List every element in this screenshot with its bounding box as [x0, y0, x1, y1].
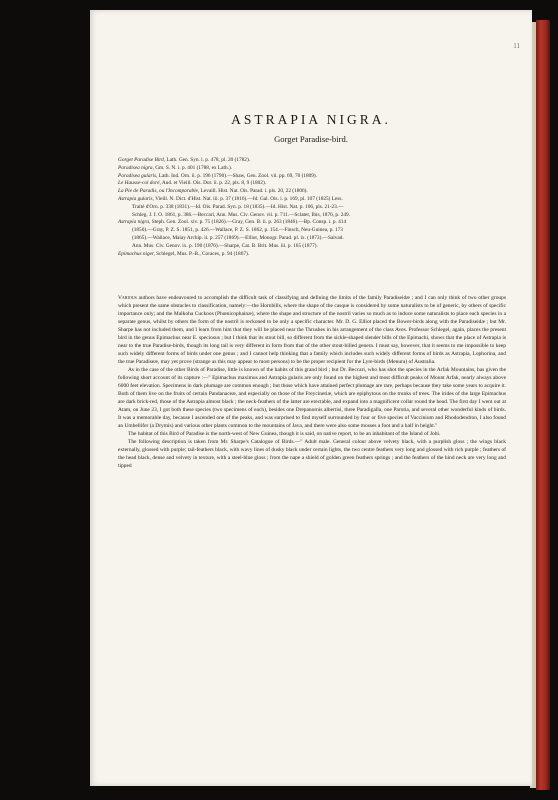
page-title: ASTRAPIA NIGRA. [231, 112, 391, 127]
synonymy-reference: Aud. et Vieill. Ois. Dor. ii. p. 22, pls. 8, 9 (1802). [160, 180, 267, 187]
synonymy-reference: Ann. Mus. Civ. Genov. ix. p. 190 (1876).—Sharpe, Cat. B. Brit. Mus. iii. p. 165 (1877). [132, 242, 318, 249]
synonymy-taxon-name: Epimachus niger, [118, 250, 155, 257]
book-cover-edge [536, 20, 550, 790]
synonymy-reference: Levaill. Hist. Nat. Ois. Parad. i. pls. 20, 22 (1806). [199, 188, 308, 195]
synonymy-reference: Lath. Ind. Orn. ii. p. 196 (1790).—Shaw, Gen. Zool. vii. pp. 69, 70 (1809). [157, 172, 318, 179]
synonymy-reference: Schleg. J. f. O. 1861, p. 386.—Beccari, Ann. Mus. Civ. Genov. vii. p. 711.—Sclater, Ibis, 1876, p. 249. [132, 211, 350, 218]
synonymy-entry [118, 227, 508, 235]
paragraph-4: The following description is taken from Mr. Sharpe's Catalogue of Birds.—" Adult male. General colour above velvety black, with a purplish gloss ; the wings black externally, glossed with purple; tail-feathers black, with wavy lines of dusky black under certain lights, the two centre feathers very long and glossed with rich purple ; feathers of the head black, dense and velvety in texture, with a steel-blue gloss ; from the nape a shield of golden green feathers springs ; and the feathers of the hind neck are very long and tipped [118, 439, 506, 469]
paragraph-1 [118, 294, 506, 366]
synonymy-entry [118, 219, 508, 227]
synonymy-reference: Gm. S. N. i. p. 401 (1788, ex Lath.). [153, 164, 233, 171]
page-subtitle: Gorget Paradise-bird. [274, 134, 348, 144]
synonymy-reference: Vieill. N. Dict. d'Hist. Nat. iii. p. 37 (1816).—Id. Gal. Ois. i. p. 169, pl. 107 (1825) Less. [153, 195, 343, 202]
synonymy-taxon-name: Paradisea nigra, [118, 164, 154, 171]
synonymy-entry [118, 251, 508, 259]
synonymy-entry [118, 243, 508, 251]
paragraph-2: As in the case of the other Birds of Paradise, little is known of the habits of this grand bird ; but Dr. Beccari, who has shot the species in the Arfak Mountains, has given the following short account of its capture :—" Epimachus maximus and Astrapia gularis are only found on the highest and most difficult peaks of Mount Arfak, nearly always above 6000 feet elevation. Specimens in dark plumage are common enough ; but those which have attained perfect plumage are rare, perhaps because they take some years to acquire it. Both of them live on the fruits of certain Pandanaceæ, and especially on those of the Freycinetiæ, which are epiphytous on the trunks of trees. The irides of the large Epimachus are dark brick-red, those of the Astrapia almost black ; the neck-feathers of the latter are erectable, and expand into a magnificent collar round the head. The first day I went out at Atam, on June 23, I got both these species (two specimens of each), besides one Drepanornis albertisi, three Paradigalla, one Parotia, and several other wonderful kinds of birds. It was a memorable day, because I ascended one of the peaks, and was surprised to find myself surrounded by four or five species of Vaccinium and Rhododendron, I also found an Umbellifer (a Drymis) and various other plants common to the mountains of Java, and there were also some mosses a foot and a half in height." [118, 367, 506, 429]
synonymy-entry [118, 188, 508, 196]
synonymy-taxon-name: Gorget Paradise Bird, [118, 157, 166, 163]
synonymy-entry [118, 235, 508, 243]
synonymy-entry [118, 157, 508, 165]
synonymy-taxon-name: La Pie de Paradis, ou l'Incomparable, [118, 188, 200, 195]
synonymy-taxon-name: Le Hausse-col doré, [118, 180, 161, 187]
page-number: 11 [513, 42, 520, 50]
synonymy-reference: Steph. Gen. Zool. xiv. p. 75 (1826).—Gray, Gen. B. ii. p. 263 (1846).—Bp. Consp. i. p. 414 [150, 219, 347, 226]
book-page [90, 10, 532, 786]
paragraph-lead-word: Various [118, 295, 137, 301]
synonymy-entry [118, 204, 508, 212]
synonymy-reference: Schlegel, Mus. P.-B., Coraces, p. 94 (1867). [154, 250, 250, 257]
body-text [118, 294, 506, 470]
synonymy-list [118, 157, 508, 258]
synonymy-reference: Traité d'Orn. p. 338 (1831).—Id. Ois. Parad. Syn. p. 18 (1835).—Id. Hist. Nat. p. 106, pls. 21-23.— [132, 203, 344, 210]
synonymy-taxon-name: Paradisea gularis, [118, 172, 158, 179]
synonymy-reference: (1865).—Wallace, Malay Archip. ii. p. 257 (1869).—Elliot, Monogr. Parad. pl. ix. (1873).—Salvad. [132, 234, 344, 241]
paragraph-1-text: authors have endeavoured to accomplish the difficult task of classifying and defining the limits of the family Paradiseidæ ; and I can only think of two other groups which present the same obstacles to classification, namely:—the Hornbills, where the shape of the casque is considered by some naturalists to be of generic, by others of specific importance only; and the Malkoha Cuckoos (Phœnicophainæ), where the shape and structure of the nostril varies so much as to induce some naturalists to place each species in a separate genus, whilst by others the form of the nostril is reckoned to be only a specific character. Mr. D. G. Elliot placed the Bower-birds along with the Paradiseidæ ; but Mr. Sharpe has not included them, and I learn from him that they will be placed near the Thrushes in his arrangement of the class Aves. Professor Schlegel, again, places the present bird in the genus Epimachus near E. speciosus ; but I think that its stout bill, so different from the sickle-shaped slender bills of the Epimachi, shows that the place of Astrapia is near to the true Paradise-birds, though its long tail is very different in form from that of the other stout-billed genera. I must say, however, that it seems to me impossible to keep such widely different forms of birds under one genus ; and I cannot help thinking that a family which includes such widely different forms of birds as Astrapia, Lophorina, and the true Paradiseæ, may yet prove (strange as this may appear to most persons) to be the proper recipient for the Lyre-birds (Menura) of Australia. [118, 295, 506, 365]
synonymy-reference: (1850).—Gray, P. Z. S. 1851, p. 426.—Wallace, P. Z. S. 1862, p. 154.—Finsch, Neu-Guinea, p. 173 [132, 227, 343, 234]
synonymy-entry [118, 165, 508, 173]
paragraph-3: The habitat of this Bird of Paradise is the north-west of New Guinea, though it is said, on native report, to be an inhabitant of the Island of Jobi. [128, 431, 441, 437]
synonymy-taxon-name: Astrapia nigra, [118, 219, 151, 226]
synonymy-entry [118, 196, 508, 204]
synonymy-taxon-name: Astrapia gularis, [118, 195, 154, 202]
synonymy-reference: Lath. Gen. Syn. i. p. 478, pl. 20 (1782). [165, 157, 251, 163]
